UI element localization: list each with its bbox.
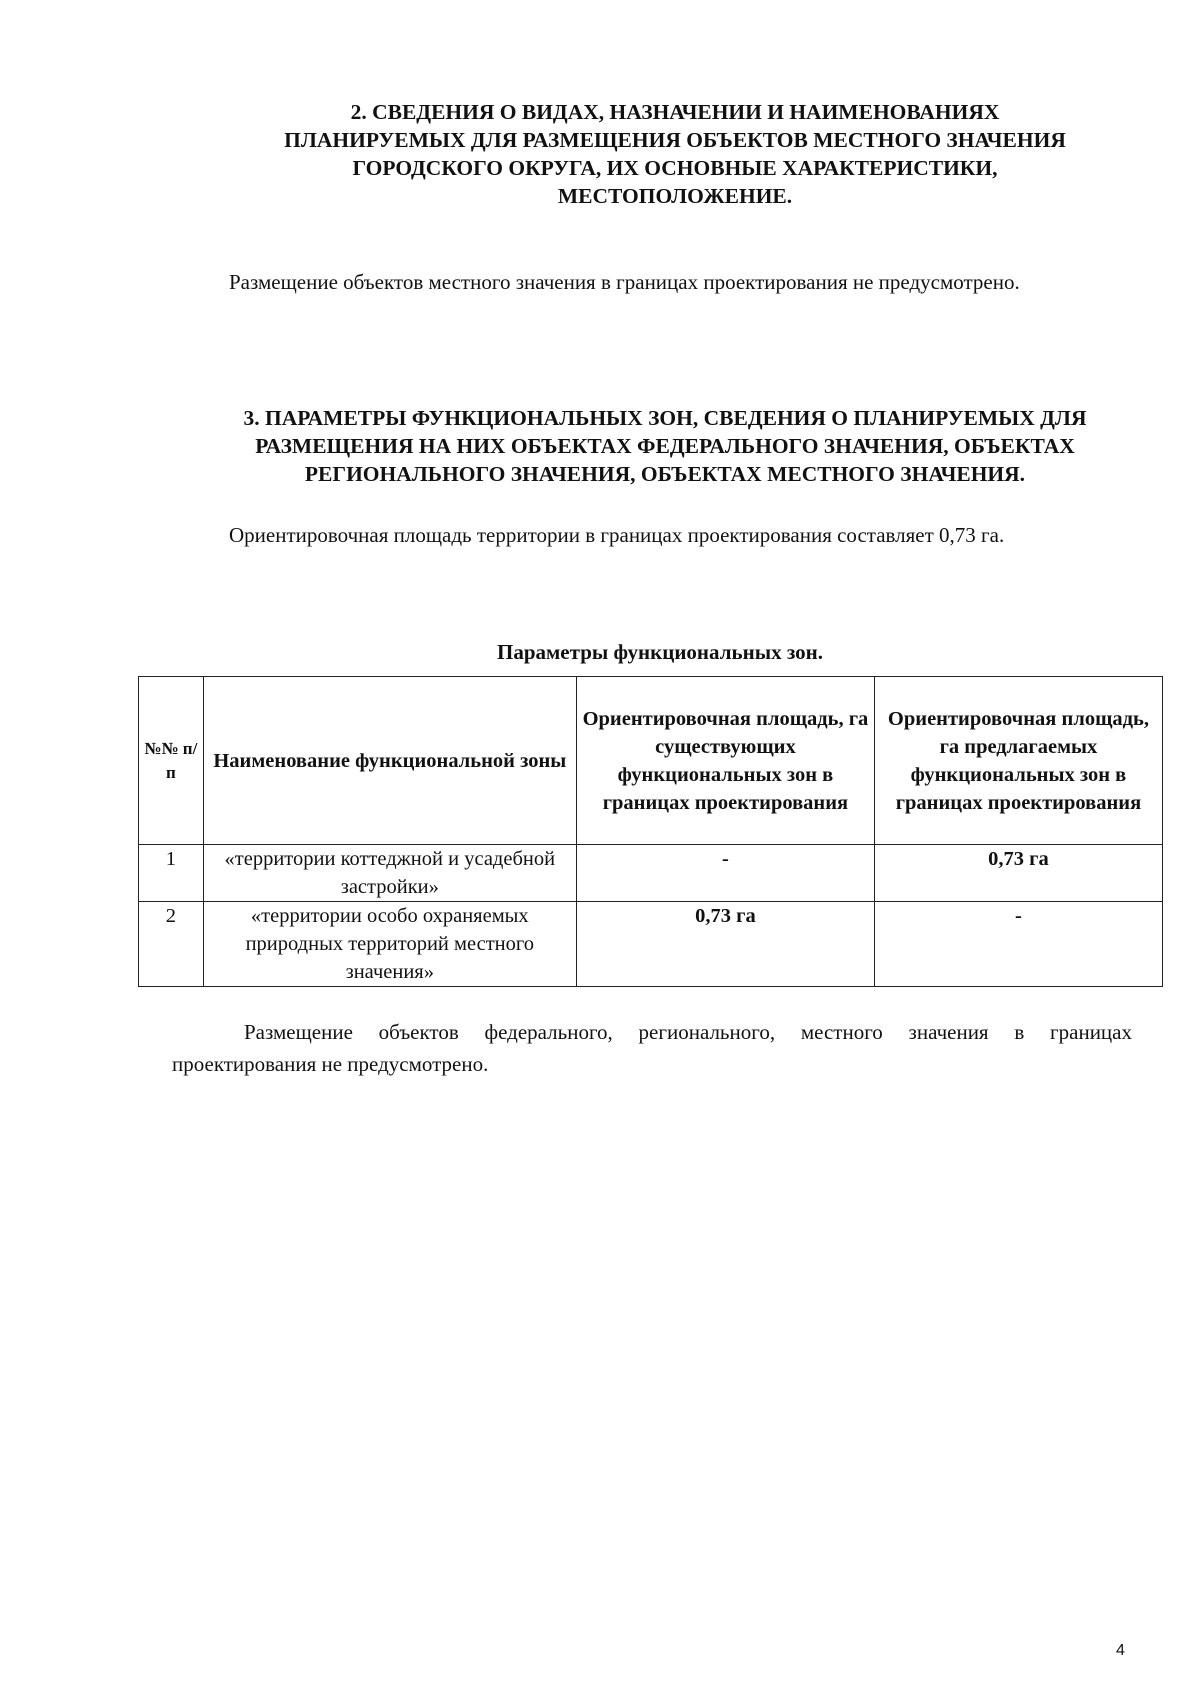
row-num: 1	[139, 845, 204, 902]
row-existing-area: 0,73 га	[576, 902, 874, 987]
table-caption: Параметры функциональных зон.	[496, 640, 824, 664]
section-2-heading: 2. СВЕДЕНИЯ О ВИДАХ, НАЗНАЧЕНИИ И НАИМЕНОВАНИЯХ ПЛАНИРУЕМЫХ ДЛЯ РАЗМЕЩЕНИЯ ОБЪЕКТОВ МЕСТНОГО ЗНАЧЕНИЯ ГОРОДСКОГО ОКРУГА, ИХ ОСНОВНЫЕ ХАРАКТЕРИСТИКИ, МЕСТОПОЛОЖЕНИЕ.	[284, 100, 1066, 208]
header-proposed-area: Ориентировочная площадь, га предлагаемых функциональных зон в границах проектирования	[874, 677, 1162, 845]
row-zone-name: «территории особо охраняемых природных территорий местного значения»	[203, 902, 576, 987]
header-existing-area: Ориентировочная площадь, га существующих функциональных зон в границах проектирования	[576, 677, 874, 845]
section-3-heading: 3. ПАРАМЕТРЫ ФУНКЦИОНАЛЬНЫХ ЗОН, СВЕДЕНИЯ О ПЛАНИРУЕМЫХ ДЛЯ РАЗМЕЩЕНИЯ НА НИХ ОБЪЕКТАХ ФЕДЕРАЛЬНОГО ЗНАЧЕНИЯ, ОБЪЕКТАХ РЕГИОНАЛЬНОГО ЗНАЧЕНИЯ, ОБЪЕКТАХ МЕСТНОГО ЗНАЧЕНИЯ.	[243, 406, 1087, 486]
closing-paragraph: Размещение объектов федерального, регионального, местного значения в границах проектирования не предусмотрено.	[172, 1020, 1132, 1076]
page-number: 4	[1116, 1642, 1125, 1659]
section-3-paragraph: Ориентировочная площадь территории в границах проектирования составляет 0,73 га.	[229, 523, 1005, 547]
table-row	[139, 845, 1163, 902]
row-zone-name: «территории коттеджной и усадебной застройки»	[203, 845, 576, 902]
row-existing-area: -	[576, 845, 874, 902]
header-zone-name: Наименование функциональной зоны	[203, 677, 576, 845]
header-num: №№ п/п	[139, 677, 204, 845]
functional-zones-table	[138, 676, 1163, 987]
row-proposed-area: 0,73 га	[874, 845, 1162, 902]
table-header-row	[139, 677, 1163, 845]
row-proposed-area: -	[874, 902, 1162, 987]
section-2-paragraph: Размещение объектов местного значения в границах проектирования не предусмотрено.	[229, 270, 1020, 294]
row-num: 2	[139, 902, 204, 987]
table-row	[139, 902, 1163, 987]
